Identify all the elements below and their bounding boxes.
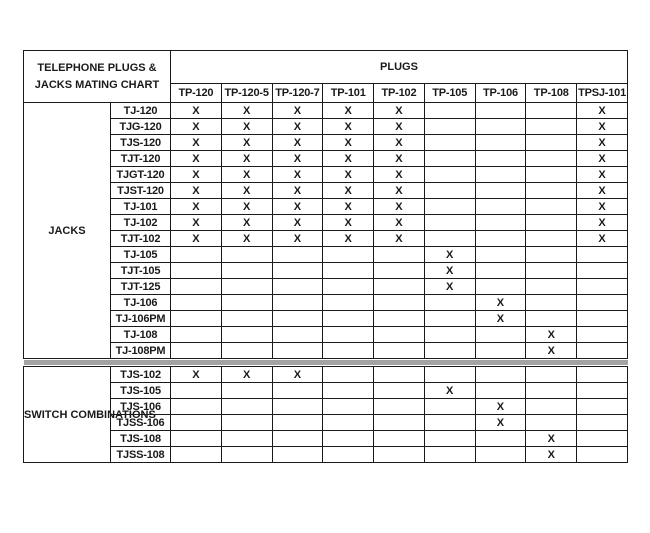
- empty-cell-tjss-108-tp-120: [171, 447, 222, 463]
- row-label-tj-101: TJ-101: [111, 199, 171, 215]
- empty-cell-tjss-106-tp-102: [374, 415, 425, 431]
- empty-cell-tjg-120-tp-108: [526, 119, 577, 135]
- empty-cell-tjt-102-tp-108: [526, 231, 577, 247]
- mark-cell-tjgt-120-tp-102: X: [374, 167, 425, 183]
- empty-cell-tj-108-tp-120-5: [221, 327, 272, 343]
- row-label-tjs-108: TJS-108: [111, 431, 171, 447]
- column-header-tp-120: TP-120: [171, 84, 222, 103]
- empty-cell-tj-102-tp-108: [526, 215, 577, 231]
- empty-cell-tjst-120-tp-108: [526, 183, 577, 199]
- empty-cell-tj-120-tp-106: [475, 103, 526, 119]
- mark-cell-tjss-108-tp-108: X: [526, 447, 577, 463]
- mark-cell-tj-102-tp-120-5: X: [221, 215, 272, 231]
- empty-cell-tjs-108-tp-105: [424, 431, 475, 447]
- empty-cell-tj-105-tp-101: [323, 247, 374, 263]
- empty-cell-tjs-105-tp-120: [171, 383, 222, 399]
- empty-cell-tjt-105-tpsj-101: [577, 263, 628, 279]
- empty-cell-tjs-102-tp-102: [374, 367, 425, 383]
- empty-cell-tjt-125-tp-120-5: [221, 279, 272, 295]
- empty-cell-tjs-105-tp-101: [323, 383, 374, 399]
- row-label-tj-108pm: TJ-108PM: [111, 343, 171, 359]
- mark-cell-tjs-102-tp-120-5: X: [221, 367, 272, 383]
- column-header-tp-105: TP-105: [424, 84, 475, 103]
- empty-cell-tjss-108-tp-101: [323, 447, 374, 463]
- chart-title-cell: [24, 51, 171, 103]
- empty-cell-tjs-105-tp-120-5: [221, 383, 272, 399]
- section-label-switch-combinations: SWITCH COMBINATIONS: [24, 367, 111, 463]
- empty-cell-tj-106-tpsj-101: [577, 295, 628, 311]
- empty-cell-tjs-108-tp-120-7: [272, 431, 323, 447]
- row-label-tj-120: TJ-120: [111, 103, 171, 119]
- mark-cell-tjs-120-tp-101: X: [323, 135, 374, 151]
- empty-cell-tjs-106-tp-101: [323, 399, 374, 415]
- empty-cell-tj-108-tpsj-101: [577, 327, 628, 343]
- mark-cell-tj-120-tp-120-7: X: [272, 103, 323, 119]
- table-row-tj-102: [24, 215, 628, 231]
- empty-cell-tj-106pm-tp-120: [171, 311, 222, 327]
- empty-cell-tjt-125-tpsj-101: [577, 279, 628, 295]
- empty-cell-tj-106-tp-101: [323, 295, 374, 311]
- empty-cell-tjs-108-tp-102: [374, 431, 425, 447]
- mark-cell-tjg-120-tp-120-7: X: [272, 119, 323, 135]
- empty-cell-tjg-120-tp-106: [475, 119, 526, 135]
- chart-title-line2: JACKS MATING CHART: [34, 78, 160, 91]
- empty-cell-tj-108pm-tpsj-101: [577, 343, 628, 359]
- chart-title-line1: TELEPHONE PLUGS &: [37, 61, 157, 74]
- mark-cell-tjg-120-tp-120: X: [171, 119, 222, 135]
- column-header-tp-108: TP-108: [526, 84, 577, 103]
- row-label-tjt-102: TJT-102: [111, 231, 171, 247]
- row-label-tj-108: TJ-108: [111, 327, 171, 343]
- table-row-tjs-105: [24, 383, 628, 399]
- table-row-tjt-105: [24, 263, 628, 279]
- mark-cell-tj-105-tp-105: X: [424, 247, 475, 263]
- empty-cell-tjss-108-tp-106: [475, 447, 526, 463]
- empty-cell-tj-108-tp-102: [374, 327, 425, 343]
- mark-cell-tjst-120-tp-101: X: [323, 183, 374, 199]
- empty-cell-tjt-120-tp-105: [424, 151, 475, 167]
- empty-cell-tj-105-tp-120-7: [272, 247, 323, 263]
- empty-cell-tjt-105-tp-102: [374, 263, 425, 279]
- row-label-tj-102: TJ-102: [111, 215, 171, 231]
- table-row-tj-105: [24, 247, 628, 263]
- empty-cell-tjst-120-tp-105: [424, 183, 475, 199]
- table-row-tj-120: [24, 103, 628, 119]
- empty-cell-tjt-105-tp-120-5: [221, 263, 272, 279]
- table-row-tj-101: [24, 199, 628, 215]
- empty-cell-tjs-105-tp-106: [475, 383, 526, 399]
- row-label-tjgt-120: TJGT-120: [111, 167, 171, 183]
- empty-cell-tj-106-tp-120-5: [221, 295, 272, 311]
- table-row-tj-106pm: [24, 311, 628, 327]
- empty-cell-tjs-102-tp-101: [323, 367, 374, 383]
- empty-cell-tjgt-120-tp-108: [526, 167, 577, 183]
- row-label-tj-106: TJ-106: [111, 295, 171, 311]
- empty-cell-tjgt-120-tp-106: [475, 167, 526, 183]
- mark-cell-tj-102-tp-120: X: [171, 215, 222, 231]
- mark-cell-tjst-120-tpsj-101: X: [577, 183, 628, 199]
- column-header-tp-101: TP-101: [323, 84, 374, 103]
- empty-cell-tj-108-tp-120: [171, 327, 222, 343]
- mark-cell-tj-120-tp-120-5: X: [221, 103, 272, 119]
- empty-cell-tj-108pm-tp-101: [323, 343, 374, 359]
- mark-cell-tjt-102-tp-120-5: X: [221, 231, 272, 247]
- table-row-tjgt-120: [24, 167, 628, 183]
- empty-cell-tjt-102-tp-106: [475, 231, 526, 247]
- empty-cell-tjss-108-tp-120-5: [221, 447, 272, 463]
- mark-cell-tjgt-120-tp-101: X: [323, 167, 374, 183]
- row-label-tj-105: TJ-105: [111, 247, 171, 263]
- mark-cell-tj-101-tp-120: X: [171, 199, 222, 215]
- empty-cell-tjss-106-tpsj-101: [577, 415, 628, 431]
- mark-cell-tjs-108-tp-108: X: [526, 431, 577, 447]
- empty-cell-tjs-106-tp-102: [374, 399, 425, 415]
- empty-cell-tj-102-tp-105: [424, 215, 475, 231]
- table-row-tjt-102: [24, 231, 628, 247]
- empty-cell-tj-106-tp-120: [171, 295, 222, 311]
- empty-cell-tjss-108-tp-105: [424, 447, 475, 463]
- empty-cell-tjt-102-tp-105: [424, 231, 475, 247]
- table-row-tjst-120: [24, 183, 628, 199]
- empty-cell-tjs-120-tp-108: [526, 135, 577, 151]
- empty-cell-tjss-106-tp-108: [526, 415, 577, 431]
- empty-cell-tj-106-tp-105: [424, 295, 475, 311]
- empty-cell-tjs-120-tp-105: [424, 135, 475, 151]
- empty-cell-tjt-120-tp-108: [526, 151, 577, 167]
- empty-cell-tj-108pm-tp-120-5: [221, 343, 272, 359]
- empty-cell-tj-105-tp-108: [526, 247, 577, 263]
- empty-cell-tj-106-tp-102: [374, 295, 425, 311]
- mark-cell-tjt-120-tpsj-101: X: [577, 151, 628, 167]
- mark-cell-tjs-106-tp-106: X: [475, 399, 526, 415]
- mark-cell-tjst-120-tp-120-7: X: [272, 183, 323, 199]
- mark-cell-tjt-120-tp-102: X: [374, 151, 425, 167]
- empty-cell-tj-108pm-tp-120: [171, 343, 222, 359]
- empty-cell-tjs-106-tp-120: [171, 399, 222, 415]
- empty-cell-tjs-105-tp-102: [374, 383, 425, 399]
- mark-cell-tjt-120-tp-120-5: X: [221, 151, 272, 167]
- plugs-group-header: PLUGS: [171, 51, 628, 84]
- empty-cell-tjs-108-tp-120-5: [221, 431, 272, 447]
- empty-cell-tjt-105-tp-106: [475, 263, 526, 279]
- mark-cell-tj-108-tp-108: X: [526, 327, 577, 343]
- empty-cell-tjt-125-tp-108: [526, 279, 577, 295]
- empty-cell-tj-108pm-tp-105: [424, 343, 475, 359]
- empty-cell-tjss-106-tp-105: [424, 415, 475, 431]
- mark-cell-tjs-120-tp-102: X: [374, 135, 425, 151]
- empty-cell-tjt-125-tp-101: [323, 279, 374, 295]
- column-header-tpsj-101: TPSJ-101: [577, 84, 628, 103]
- row-label-tjst-120: TJST-120: [111, 183, 171, 199]
- empty-cell-tj-108-tp-120-7: [272, 327, 323, 343]
- column-header-tp-102: TP-102: [374, 84, 425, 103]
- empty-cell-tj-102-tp-106: [475, 215, 526, 231]
- row-label-tjg-120: TJG-120: [111, 119, 171, 135]
- empty-cell-tjs-120-tp-106: [475, 135, 526, 151]
- empty-cell-tj-105-tp-106: [475, 247, 526, 263]
- empty-cell-tjs-108-tp-120: [171, 431, 222, 447]
- mark-cell-tj-120-tp-101: X: [323, 103, 374, 119]
- empty-cell-tj-106pm-tp-101: [323, 311, 374, 327]
- row-label-tj-106pm: TJ-106PM: [111, 311, 171, 327]
- empty-cell-tjg-120-tp-105: [424, 119, 475, 135]
- mark-cell-tjt-120-tp-101: X: [323, 151, 374, 167]
- mark-cell-tjt-125-tp-105: X: [424, 279, 475, 295]
- plugs-header-row: [24, 51, 628, 84]
- table-row-tjs-102: [24, 367, 628, 383]
- empty-cell-tj-106-tp-120-7: [272, 295, 323, 311]
- mark-cell-tj-101-tp-101: X: [323, 199, 374, 215]
- row-label-tjs-106: TJS-106: [111, 399, 171, 415]
- empty-cell-tjss-106-tp-101: [323, 415, 374, 431]
- empty-cell-tj-106pm-tp-102: [374, 311, 425, 327]
- mark-cell-tjs-120-tpsj-101: X: [577, 135, 628, 151]
- mark-cell-tjt-102-tp-102: X: [374, 231, 425, 247]
- mark-cell-tjgt-120-tp-120: X: [171, 167, 222, 183]
- empty-cell-tjs-108-tpsj-101: [577, 431, 628, 447]
- mark-cell-tjt-102-tp-120-7: X: [272, 231, 323, 247]
- table-body: [24, 103, 628, 463]
- table-header: [24, 51, 628, 103]
- empty-cell-tjss-106-tp-120: [171, 415, 222, 431]
- empty-cell-tjs-105-tp-108: [526, 383, 577, 399]
- empty-cell-tj-105-tp-120-5: [221, 247, 272, 263]
- empty-cell-tjs-108-tp-101: [323, 431, 374, 447]
- empty-cell-tj-108-tp-105: [424, 327, 475, 343]
- row-label-tjss-108: TJSS-108: [111, 447, 171, 463]
- empty-cell-tjss-108-tpsj-101: [577, 447, 628, 463]
- mark-cell-tjg-120-tp-101: X: [323, 119, 374, 135]
- empty-cell-tjt-105-tp-120-7: [272, 263, 323, 279]
- empty-cell-tj-106pm-tp-120-7: [272, 311, 323, 327]
- table-row-tjs-108: [24, 431, 628, 447]
- empty-cell-tjst-120-tp-106: [475, 183, 526, 199]
- empty-cell-tjt-125-tp-106: [475, 279, 526, 295]
- empty-cell-tj-106pm-tp-105: [424, 311, 475, 327]
- mark-cell-tjst-120-tp-120-5: X: [221, 183, 272, 199]
- empty-cell-tjt-125-tp-120: [171, 279, 222, 295]
- mark-cell-tj-102-tp-102: X: [374, 215, 425, 231]
- mark-cell-tj-101-tp-120-7: X: [272, 199, 323, 215]
- mark-cell-tjt-102-tpsj-101: X: [577, 231, 628, 247]
- mark-cell-tjt-120-tp-120-7: X: [272, 151, 323, 167]
- table-row-tjs-120: [24, 135, 628, 151]
- empty-cell-tjt-105-tp-108: [526, 263, 577, 279]
- empty-cell-tj-108pm-tp-106: [475, 343, 526, 359]
- section-divider-row: [24, 359, 628, 367]
- row-label-tjt-125: TJT-125: [111, 279, 171, 295]
- mark-cell-tjg-120-tp-120-5: X: [221, 119, 272, 135]
- mark-cell-tjss-106-tp-106: X: [475, 415, 526, 431]
- mark-cell-tjt-120-tp-120: X: [171, 151, 222, 167]
- empty-cell-tjs-102-tp-105: [424, 367, 475, 383]
- mark-cell-tjgt-120-tpsj-101: X: [577, 167, 628, 183]
- empty-cell-tj-108-tp-101: [323, 327, 374, 343]
- mark-cell-tj-102-tp-101: X: [323, 215, 374, 231]
- mark-cell-tj-120-tp-120: X: [171, 103, 222, 119]
- row-label-tjss-106: TJSS-106: [111, 415, 171, 431]
- mark-cell-tj-106-tp-106: X: [475, 295, 526, 311]
- mark-cell-tj-120-tpsj-101: X: [577, 103, 628, 119]
- mark-cell-tj-101-tp-102: X: [374, 199, 425, 215]
- table-row-tj-106: [24, 295, 628, 311]
- table-row-tjt-120: [24, 151, 628, 167]
- empty-cell-tjss-108-tp-102: [374, 447, 425, 463]
- empty-cell-tjss-106-tp-120-7: [272, 415, 323, 431]
- column-header-tp-120-5: TP-120-5: [221, 84, 272, 103]
- empty-cell-tj-108pm-tp-120-7: [272, 343, 323, 359]
- table-row-tjt-125: [24, 279, 628, 295]
- mark-cell-tj-106pm-tp-106: X: [475, 311, 526, 327]
- empty-cell-tjs-102-tp-106: [475, 367, 526, 383]
- mark-cell-tjs-120-tp-120-5: X: [221, 135, 272, 151]
- column-header-tp-120-7: TP-120-7: [272, 84, 323, 103]
- empty-cell-tjs-106-tp-105: [424, 399, 475, 415]
- empty-cell-tj-120-tp-105: [424, 103, 475, 119]
- mark-cell-tj-120-tp-102: X: [374, 103, 425, 119]
- row-label-tjt-105: TJT-105: [111, 263, 171, 279]
- empty-cell-tjs-105-tpsj-101: [577, 383, 628, 399]
- empty-cell-tjgt-120-tp-105: [424, 167, 475, 183]
- empty-cell-tj-106pm-tp-108: [526, 311, 577, 327]
- table-row-tjg-120: [24, 119, 628, 135]
- empty-cell-tj-101-tp-108: [526, 199, 577, 215]
- empty-cell-tjt-125-tp-120-7: [272, 279, 323, 295]
- row-label-tjs-102: TJS-102: [111, 367, 171, 383]
- empty-cell-tj-101-tp-106: [475, 199, 526, 215]
- mark-cell-tjt-102-tp-120: X: [171, 231, 222, 247]
- empty-cell-tj-105-tpsj-101: [577, 247, 628, 263]
- section-divider-cell: [24, 359, 628, 367]
- empty-cell-tj-101-tp-105: [424, 199, 475, 215]
- empty-cell-tjt-120-tp-106: [475, 151, 526, 167]
- empty-cell-tj-106pm-tp-120-5: [221, 311, 272, 327]
- empty-cell-tj-105-tp-102: [374, 247, 425, 263]
- column-header-tp-106: TP-106: [475, 84, 526, 103]
- mark-cell-tj-101-tpsj-101: X: [577, 199, 628, 215]
- section-divider-bar: [24, 360, 628, 365]
- empty-cell-tjs-102-tp-108: [526, 367, 577, 383]
- empty-cell-tjs-102-tpsj-101: [577, 367, 628, 383]
- mark-cell-tjgt-120-tp-120-5: X: [221, 167, 272, 183]
- empty-cell-tjss-108-tp-120-7: [272, 447, 323, 463]
- row-label-tjt-120: TJT-120: [111, 151, 171, 167]
- mark-cell-tjst-120-tp-120: X: [171, 183, 222, 199]
- row-label-tjs-120: TJS-120: [111, 135, 171, 151]
- empty-cell-tjs-106-tp-108: [526, 399, 577, 415]
- mark-cell-tjst-120-tp-102: X: [374, 183, 425, 199]
- empty-cell-tjt-105-tp-120: [171, 263, 222, 279]
- mark-cell-tj-101-tp-120-5: X: [221, 199, 272, 215]
- empty-cell-tjs-108-tp-106: [475, 431, 526, 447]
- row-label-tjs-105: TJS-105: [111, 383, 171, 399]
- empty-cell-tjs-106-tp-120-5: [221, 399, 272, 415]
- mark-cell-tjs-105-tp-105: X: [424, 383, 475, 399]
- section-label-jacks: JACKS: [24, 103, 111, 359]
- mark-cell-tjt-102-tp-101: X: [323, 231, 374, 247]
- mark-cell-tjg-120-tpsj-101: X: [577, 119, 628, 135]
- empty-cell-tjs-106-tpsj-101: [577, 399, 628, 415]
- mark-cell-tj-108pm-tp-108: X: [526, 343, 577, 359]
- mark-cell-tjgt-120-tp-120-7: X: [272, 167, 323, 183]
- mark-cell-tj-102-tpsj-101: X: [577, 215, 628, 231]
- mark-cell-tjs-102-tp-120-7: X: [272, 367, 323, 383]
- mark-cell-tjg-120-tp-102: X: [374, 119, 425, 135]
- empty-cell-tjs-106-tp-120-7: [272, 399, 323, 415]
- empty-cell-tjss-106-tp-120-5: [221, 415, 272, 431]
- mark-cell-tjt-105-tp-105: X: [424, 263, 475, 279]
- plugs-jacks-mating-table: [23, 50, 628, 463]
- empty-cell-tj-108pm-tp-102: [374, 343, 425, 359]
- table-row-tj-108: [24, 327, 628, 343]
- empty-cell-tj-106pm-tpsj-101: [577, 311, 628, 327]
- empty-cell-tj-106-tp-108: [526, 295, 577, 311]
- mark-cell-tjs-102-tp-120: X: [171, 367, 222, 383]
- mark-cell-tj-102-tp-120-7: X: [272, 215, 323, 231]
- empty-cell-tjt-125-tp-102: [374, 279, 425, 295]
- empty-cell-tj-120-tp-108: [526, 103, 577, 119]
- table-row-tjss-108: [24, 447, 628, 463]
- table-row-tj-108pm: [24, 343, 628, 359]
- empty-cell-tjt-105-tp-101: [323, 263, 374, 279]
- empty-cell-tjs-105-tp-120-7: [272, 383, 323, 399]
- empty-cell-tj-105-tp-120: [171, 247, 222, 263]
- mark-cell-tjs-120-tp-120: X: [171, 135, 222, 151]
- mark-cell-tjs-120-tp-120-7: X: [272, 135, 323, 151]
- empty-cell-tj-108-tp-106: [475, 327, 526, 343]
